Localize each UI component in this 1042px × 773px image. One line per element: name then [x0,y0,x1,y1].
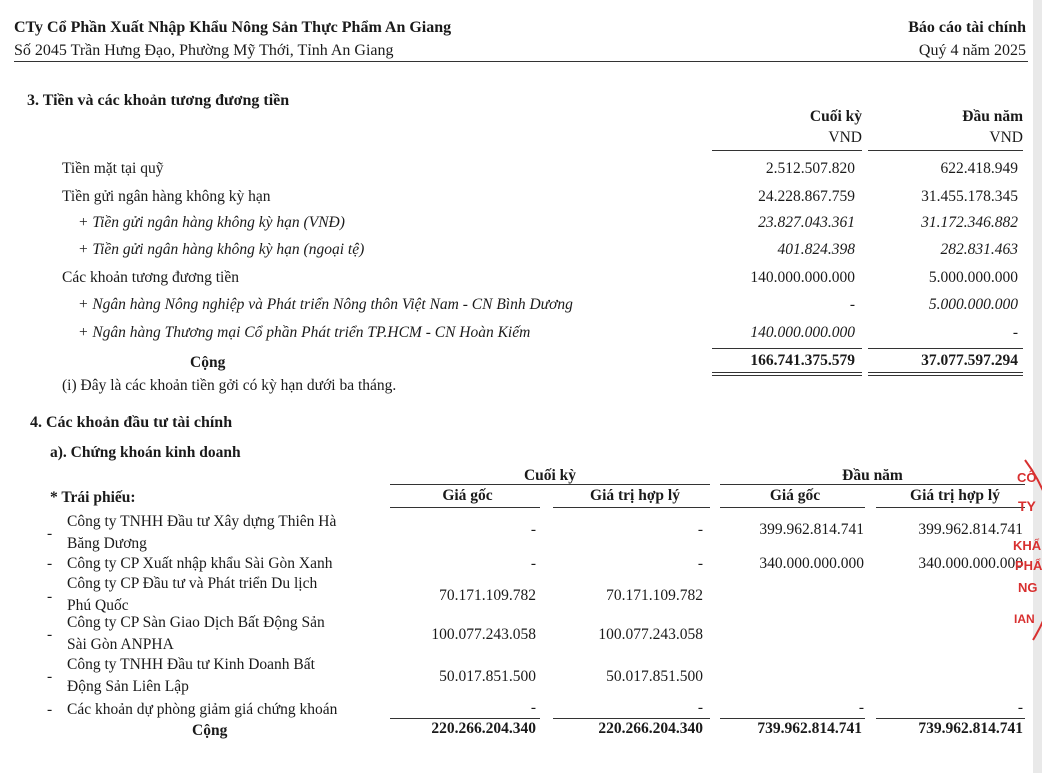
s4-row-begin-cost: - [858,699,864,716]
rule-group-end [390,484,710,485]
s4-row-end-cost: - [530,555,536,572]
s4-row-end-cost: 70.171.109.782 [439,587,536,604]
col-cost-begin: Giá gốc [769,487,821,504]
s4-row-end-cost: - [530,521,536,538]
rule-col-fair-end [553,507,710,508]
s3-row-end: 140.000.000.000 [750,324,855,341]
s4-row-dash: - [47,668,53,685]
seal-text: CÔ [1017,470,1037,485]
s3-row-label: + Tiền gửi ngân hàng không kỳ hạn (ngoại tệ) [78,241,365,258]
s4-row-name: Công ty TNHH Đầu tư Kinh Doanh Bất [67,656,315,673]
company-name: CTy Cổ Phần Xuất Nhập Khẩu Nông Sản Thực Phẩm An Giang [14,19,452,36]
rule-col-cost-end [390,507,540,508]
rule-total-double-begin-2 [868,375,1023,376]
s4-row-dash: - [47,525,53,542]
s4-row-name: Các khoản dự phòng giảm giá chứng khoán [67,701,338,718]
s3-row-label: Tiền mặt tại quỹ [62,160,164,177]
s4-row-dash: - [47,555,53,572]
s3-row-begin: 5.000.000.000 [928,296,1018,313]
s4-row-end-fair: 100.077.243.058 [598,626,703,643]
rule-total-double-end [712,372,862,373]
col-cost-end: Giá gốc [442,487,493,504]
s3-total-begin: 37.077.597.294 [921,352,1018,369]
s3-row-label: Tiền gửi ngân hàng không kỳ hạn [62,188,271,205]
report-period: Quý 4 năm 2025 [918,42,1026,59]
rule-begin-header [868,150,1023,151]
rule-total-double-begin [868,372,1023,373]
s3-row-label: + Ngân hàng Thương mại Cổ phần Phát triển TP.HCM - CN Hoàn Kiếm [78,324,531,341]
rule-col-cost-begin [720,507,865,508]
s3-row-label: Các khoản tương đương tiền [62,269,239,286]
s4-total-end-fair: 220.266.204.340 [598,720,703,737]
s4-total-begin-cost: 739.962.814.741 [757,720,862,737]
col-end-header: Cuối kỳ [809,108,862,125]
s4-row-begin-fair: 340.000.000.000 [918,555,1023,572]
s4-row-name-cont: Phú Quốc [67,597,129,614]
group-begin-header: Đầu năm [842,467,903,484]
header-rule [14,61,1028,62]
s3-row-begin: 31.455.178.345 [921,188,1018,205]
s3-row-end: - [849,296,855,313]
s3-row-begin: 282.831.463 [940,241,1018,258]
s3-row-begin: - [1012,324,1018,341]
seal-text: KHẨ [1013,538,1042,553]
group-end-header: Cuối kỳ [523,467,577,484]
rule-total-double-end-2 [712,375,862,376]
seal-text: PHẨ [1015,558,1042,573]
s4-row-dash: - [47,626,53,643]
report-title: Báo cáo tài chính [908,19,1026,36]
rule-s4-total-2 [553,718,710,719]
s4-row-end-fair: - [697,699,703,716]
rule-total-top-end [712,348,862,349]
s3-row-begin: 622.418.949 [940,160,1018,177]
s3-row-end: 24.228.867.759 [758,188,855,205]
bonds-label: * Trái phiếu: [50,489,136,506]
s4-row-begin-cost: 340.000.000.000 [759,555,864,572]
s4-row-begin-fair: 399.962.814.741 [918,521,1023,538]
s3-row-end: 140.000.000.000 [750,269,855,286]
s4-row-dash: - [47,588,53,605]
col-begin-header: Đầu năm [962,108,1023,125]
section4-subtitle: a). Chứng khoán kinh doanh [50,444,241,461]
rule-group-begin [720,484,1025,485]
s4-row-end-cost: 50.017.851.500 [439,668,536,685]
rule-total-top-begin [868,348,1023,349]
s3-total-label: Cộng [190,354,226,371]
s4-row-dash: - [47,701,53,718]
s4-row-end-cost: - [530,699,536,716]
s4-row-name-cont: Sài Gòn ANPHA [67,636,174,653]
s4-row-name: Công ty CP Xuất nhập khẩu Sài Gòn Xanh [67,555,333,572]
s3-row-end: 23.827.043.361 [758,214,855,231]
s4-row-end-fair: - [697,555,703,572]
s4-row-end-fair: 70.171.109.782 [606,587,703,604]
col-fair-end: Giá trị hợp lý [590,487,680,504]
s3-row-label: + Ngân hàng Nông nghiệp và Phát triển Nông thôn Việt Nam - CN Bình Dương [78,296,573,313]
s3-row-label: + Tiền gửi ngân hàng không kỳ hạn (VNĐ) [78,214,345,231]
company-address: Số 2045 Trần Hưng Đạo, Phường Mỹ Thới, Tỉnh An Giang [14,42,394,59]
unit-end: VND [828,129,862,146]
s4-row-name-cont: Băng Dương [67,535,147,552]
rule-end-header [712,150,862,151]
section3-title: 3. Tiền và các khoản tương đương tiền [27,92,290,109]
s4-row-end-fair: 50.017.851.500 [606,668,703,685]
s4-total-end-cost: 220.266.204.340 [431,720,536,737]
seal-text: TY [1018,498,1036,514]
rule-s4-total-1 [390,718,540,719]
s4-row-end-cost: 100.077.243.058 [431,626,536,643]
s3-row-begin: 5.000.000.000 [928,269,1018,286]
s3-row-begin: 31.172.346.882 [921,214,1018,231]
seal-text: IAN [1014,612,1035,626]
s3-row-end: 2.512.507.820 [765,160,855,177]
s4-row-name: Công ty CP Đầu tư và Phát triển Du lịch [67,575,318,592]
s3-total-end: 166.741.375.579 [750,352,855,369]
section4-title: 4. Các khoản đầu tư tài chính [30,414,233,431]
s4-row-begin-fair: - [1017,699,1023,716]
s4-row-end-fair: - [697,521,703,538]
s4-row-begin-cost: 399.962.814.741 [759,521,864,538]
rule-s4-total-3 [720,718,865,719]
s4-row-name: Công ty CP Sàn Giao Dịch Bất Động Sản [67,614,325,631]
rule-s4-total-4 [876,718,1025,719]
s4-total-begin-fair: 739.962.814.741 [918,720,1023,737]
unit-begin: VND [989,129,1023,146]
s4-row-name-cont: Động Sản Liên Lập [67,678,189,695]
s3-note: (i) Đây là các khoản tiền gởi có kỳ hạn dưới ba tháng. [62,377,397,394]
s3-row-end: 401.824.398 [777,241,855,258]
col-fair-begin: Giá trị hợp lý [910,487,1000,504]
seal-text: NG [1018,580,1038,595]
s4-row-name: Công ty TNHH Đầu tư Xây dựng Thiên Hà [67,513,337,530]
s4-total-label: Cộng [192,722,228,739]
